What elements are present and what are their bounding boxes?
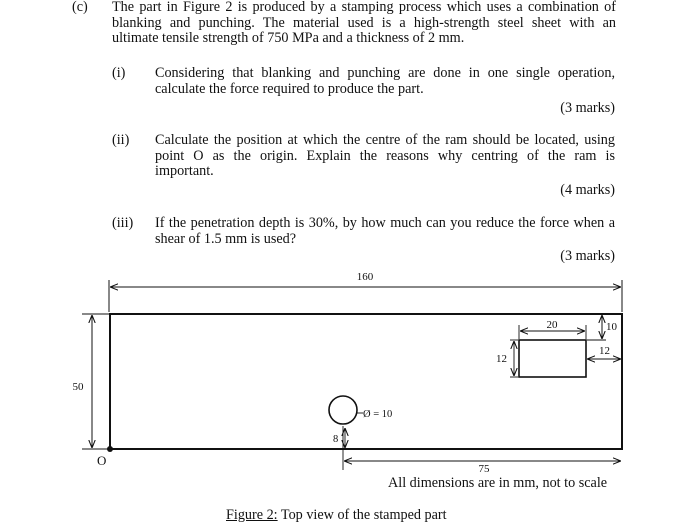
hole [329,396,357,424]
figure-caption-text: Top view of the stamped part [277,507,447,523]
figure-caption [226,508,447,524]
dim-rect-top-offset [587,315,618,340]
dim-rect-right-offset [587,345,621,359]
origin-label: O [97,453,107,468]
intro-line-2: blanking and punching. The material used is a high-strength steel sheet with an [112,14,616,31]
intro-line-1: The part in Figure 2 is produced by a stamping process which uses a combination of [112,0,616,15]
part-outline [110,314,622,449]
dim-rect-right-offset-label: 12 [599,345,610,357]
part-ii-line-2: point O as the origin. Explain the reasons why centring of the ram is [155,147,615,164]
dim-hole-x-offset [343,426,621,475]
dim-overall-height [73,314,110,449]
part-ii-line-3: important. [155,163,214,179]
part-iii-line-2: shear of 1.5 mm is used? [155,230,297,247]
part-i-marks: (3 marks) [560,100,615,116]
dim-hole-diameter [356,409,392,420]
dim-hole-bottom-offset-label: 8 [333,434,339,445]
dim-rect-width [519,319,586,339]
rect-cutout [519,340,586,377]
intro-line-3: ultimate tensile strength of 750 MPa and a thickness of 2 mm. [112,30,465,46]
dim-rect-top-offset-label: 10 [606,321,617,333]
question-label: (c) [72,0,88,15]
part-iii-marks: (3 marks) [560,248,615,264]
part-i-line-1: Considering that blanking and punching are done in one single operation, [155,65,615,81]
part-i-label: (i) [112,65,126,81]
part-ii-label: (ii) [112,132,130,148]
origin-point [107,446,113,452]
figure-note: All dimensions are in mm, not to scale [388,475,608,491]
figure-caption-label: Figure 2: [226,507,278,523]
dim-rect-height-label: 12 [496,353,507,365]
part-iii-label: (iii) [112,215,134,231]
part-iii-line-1: If the penetration depth is 30%, by how much can you reduce the force when a [155,215,615,231]
dim-rect-height [496,340,518,377]
dim-overall-width [109,271,622,312]
dim-overall-width-label: 160 [356,271,374,283]
part-i-line-2: calculate the force required to produce the part. [155,80,424,97]
part-ii-line-1: Calculate the position at which the centre of the ram should be located, using [155,132,615,148]
dim-rect-width-label: 20 [546,319,558,331]
dim-hole-x-offset-label: 75 [478,463,490,475]
part-ii-marks: (4 marks) [560,182,615,198]
dim-hole-diameter-label: Ø = 10 [363,409,393,420]
dim-overall-height-label: 50 [72,381,84,393]
